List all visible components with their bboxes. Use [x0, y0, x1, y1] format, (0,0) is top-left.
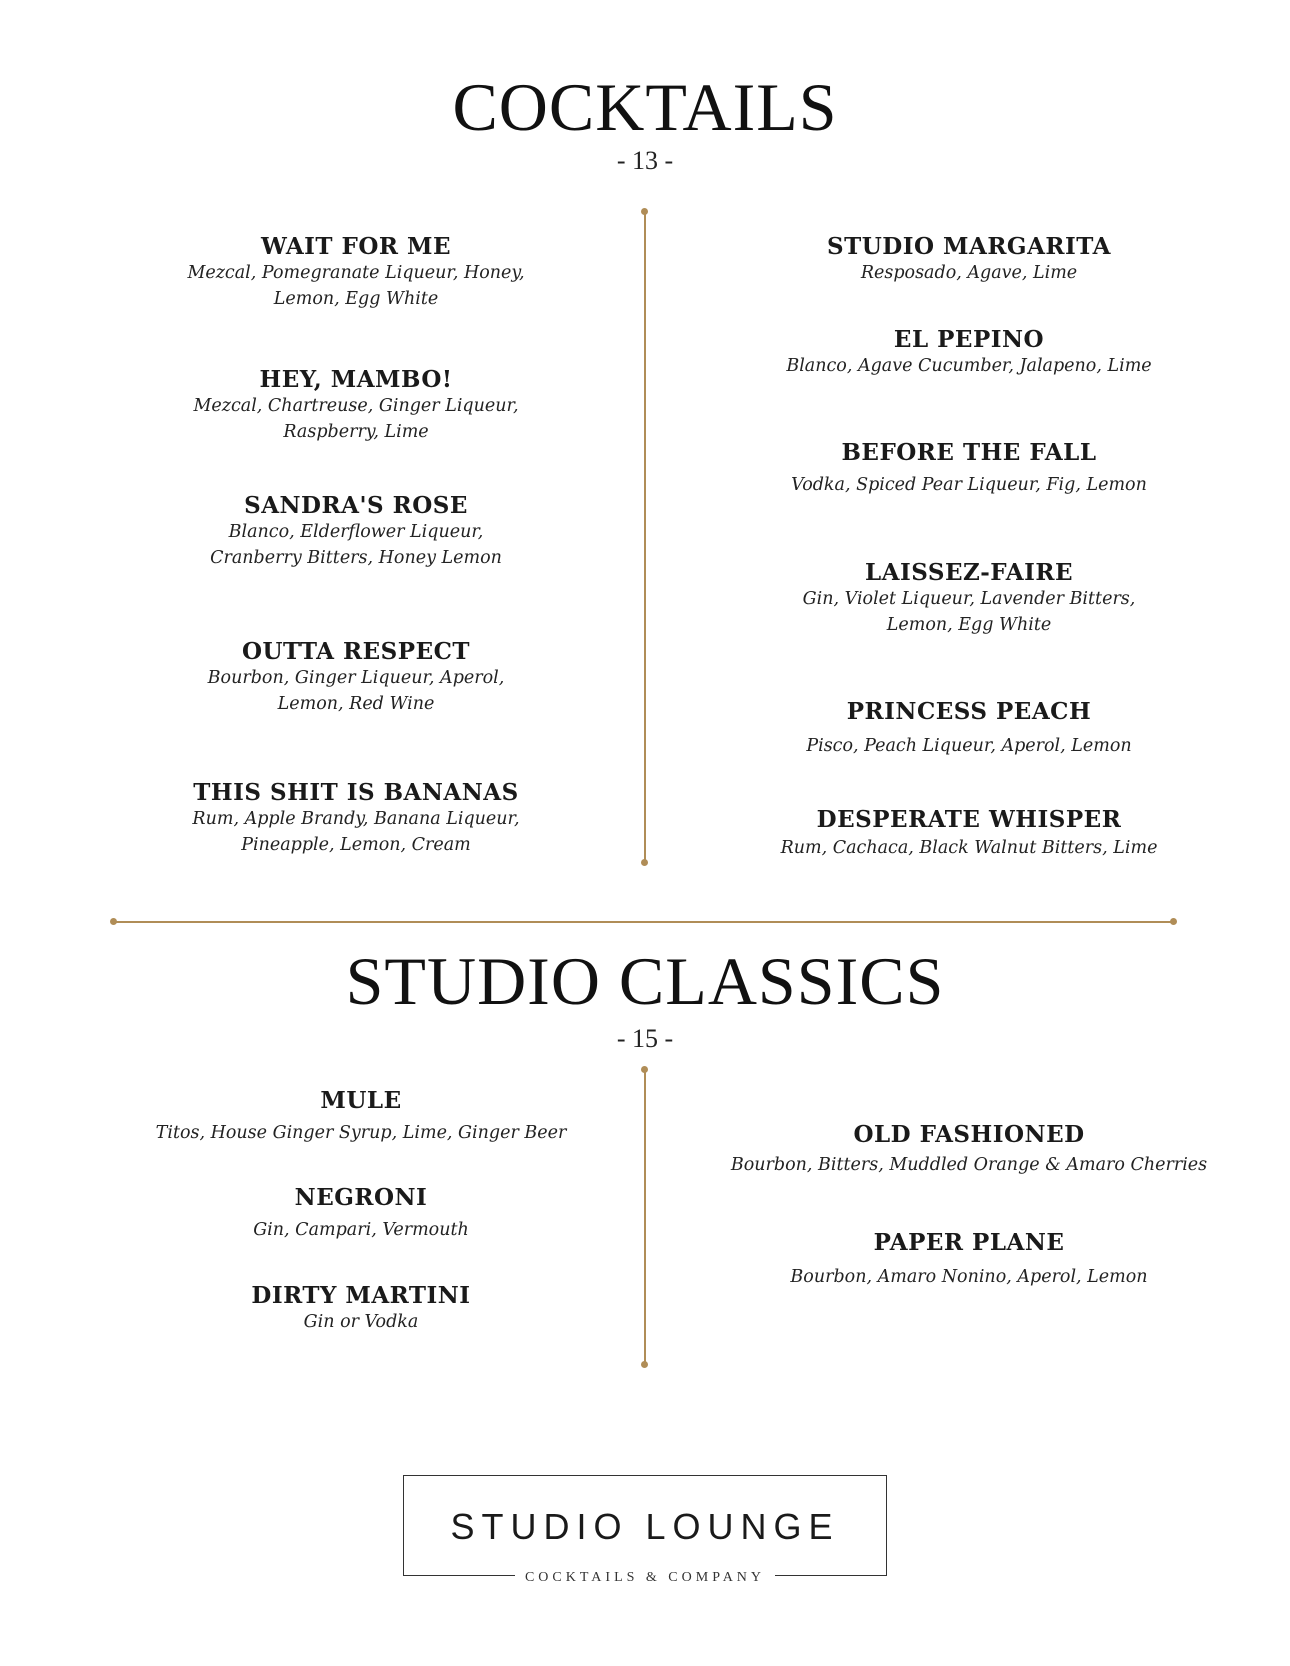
item-name: OLD FASHIONED	[853, 1121, 1085, 1148]
item-name: THIS SHIT IS BANANAS	[193, 779, 519, 806]
menu-item	[126, 492, 586, 571]
menu-item	[739, 439, 1199, 498]
item-name: LAISSEZ-FAIRE	[864, 559, 1074, 586]
item-name: DIRTY MARTINI	[251, 1282, 471, 1309]
menu-item	[739, 559, 1199, 638]
item-name: OUTTA RESPECT	[241, 638, 471, 665]
item-desc: Rum, Apple Brandy, Banana Liqueur,	[192, 809, 520, 829]
item-name: WAIT FOR ME	[260, 233, 452, 260]
item-name: EL PEPINO	[893, 326, 1045, 353]
item-desc: Bourbon, Amaro Nonino, Aperol, Lemon	[790, 1267, 1148, 1287]
menu-item	[739, 698, 1199, 759]
item-desc: Pineapple, Lemon, Cream	[241, 835, 471, 855]
classics-vertical-divider	[644, 1070, 646, 1365]
classics-price: - 15 -	[616, 1024, 674, 1053]
logo-subtitle: COCKTAILS & COMPANY	[515, 1570, 775, 1585]
logo-title: STUDIO LOUNGE	[450, 1506, 840, 1547]
menu-item	[739, 326, 1199, 379]
item-desc: Cranberry Bitters, Honey Lemon	[210, 548, 502, 568]
menu-item	[739, 806, 1199, 861]
item-desc: Gin, Violet Liqueur, Lavender Bitters,	[802, 589, 1136, 609]
item-name: NEGRONI	[294, 1184, 428, 1211]
item-desc: Rum, Cachaca, Black Walnut Bitters, Lime	[780, 838, 1158, 858]
item-desc: Lemon, Egg White	[886, 615, 1052, 635]
item-name: MULE	[320, 1087, 402, 1114]
item-desc: Vodka, Spiced Pear Liqueur, Fig, Lemon	[791, 475, 1147, 495]
menu-item	[126, 638, 586, 717]
menu-item	[126, 1282, 596, 1335]
cocktails-vertical-divider	[644, 212, 646, 863]
item-desc: Titos, House Ginger Syrup, Lime, Ginger Beer	[155, 1123, 567, 1143]
menu-item	[126, 233, 586, 312]
item-desc: Blanco, Elderflower Liqueur,	[228, 522, 484, 542]
menu-item	[126, 1184, 596, 1243]
item-desc: Gin, Campari, Vermouth	[253, 1220, 469, 1240]
item-desc: Resposado, Agave, Lime	[860, 263, 1078, 283]
item-desc: Mezcal, Pomegranate Liqueur, Honey,	[187, 263, 525, 283]
item-desc: Lemon, Red Wine	[277, 694, 435, 714]
item-name: DESPERATE WHISPER	[816, 806, 1122, 833]
classics-title: STUDIO CLASSICS	[345, 943, 945, 1019]
item-desc: Mezcal, Chartreuse, Ginger Liqueur,	[193, 396, 519, 416]
cocktails-price: - 13 -	[616, 146, 674, 175]
menu-item	[739, 233, 1199, 286]
divider-dot-bottom	[641, 1361, 648, 1368]
menu-item	[704, 1121, 1234, 1178]
item-desc: Lemon, Egg White	[273, 289, 439, 309]
item-name: HEY, MAMBO!	[259, 366, 453, 393]
item-name: SANDRA'S ROSE	[244, 492, 468, 519]
cocktails-title: COCKTAILS	[452, 69, 838, 145]
item-desc: Bourbon, Bitters, Muddled Orange & Amaro Cherries	[730, 1155, 1208, 1175]
item-desc: Raspberry, Lime	[283, 422, 429, 442]
menu-item	[126, 366, 586, 445]
item-desc: Bourbon, Ginger Liqueur, Aperol,	[207, 668, 505, 688]
item-desc: Pisco, Peach Liqueur, Aperol, Lemon	[806, 736, 1132, 756]
logo-subtitle-wrap	[403, 1566, 887, 1586]
item-name: PAPER PLANE	[873, 1229, 1065, 1256]
item-desc: Blanco, Agave Cucumber, Jalapeno, Lime	[786, 356, 1152, 376]
item-name: PRINCESS PEACH	[846, 698, 1092, 725]
menu-item	[704, 1229, 1234, 1290]
menu-item	[126, 779, 586, 858]
item-name: STUDIO MARGARITA	[826, 233, 1111, 260]
item-desc: Gin or Vodka	[303, 1312, 419, 1332]
hdivider-dot-right	[1170, 918, 1177, 925]
divider-dot-bottom	[641, 859, 648, 866]
item-name: BEFORE THE FALL	[841, 439, 1097, 466]
section-horizontal-divider	[114, 921, 1174, 923]
menu-item	[126, 1087, 596, 1146]
